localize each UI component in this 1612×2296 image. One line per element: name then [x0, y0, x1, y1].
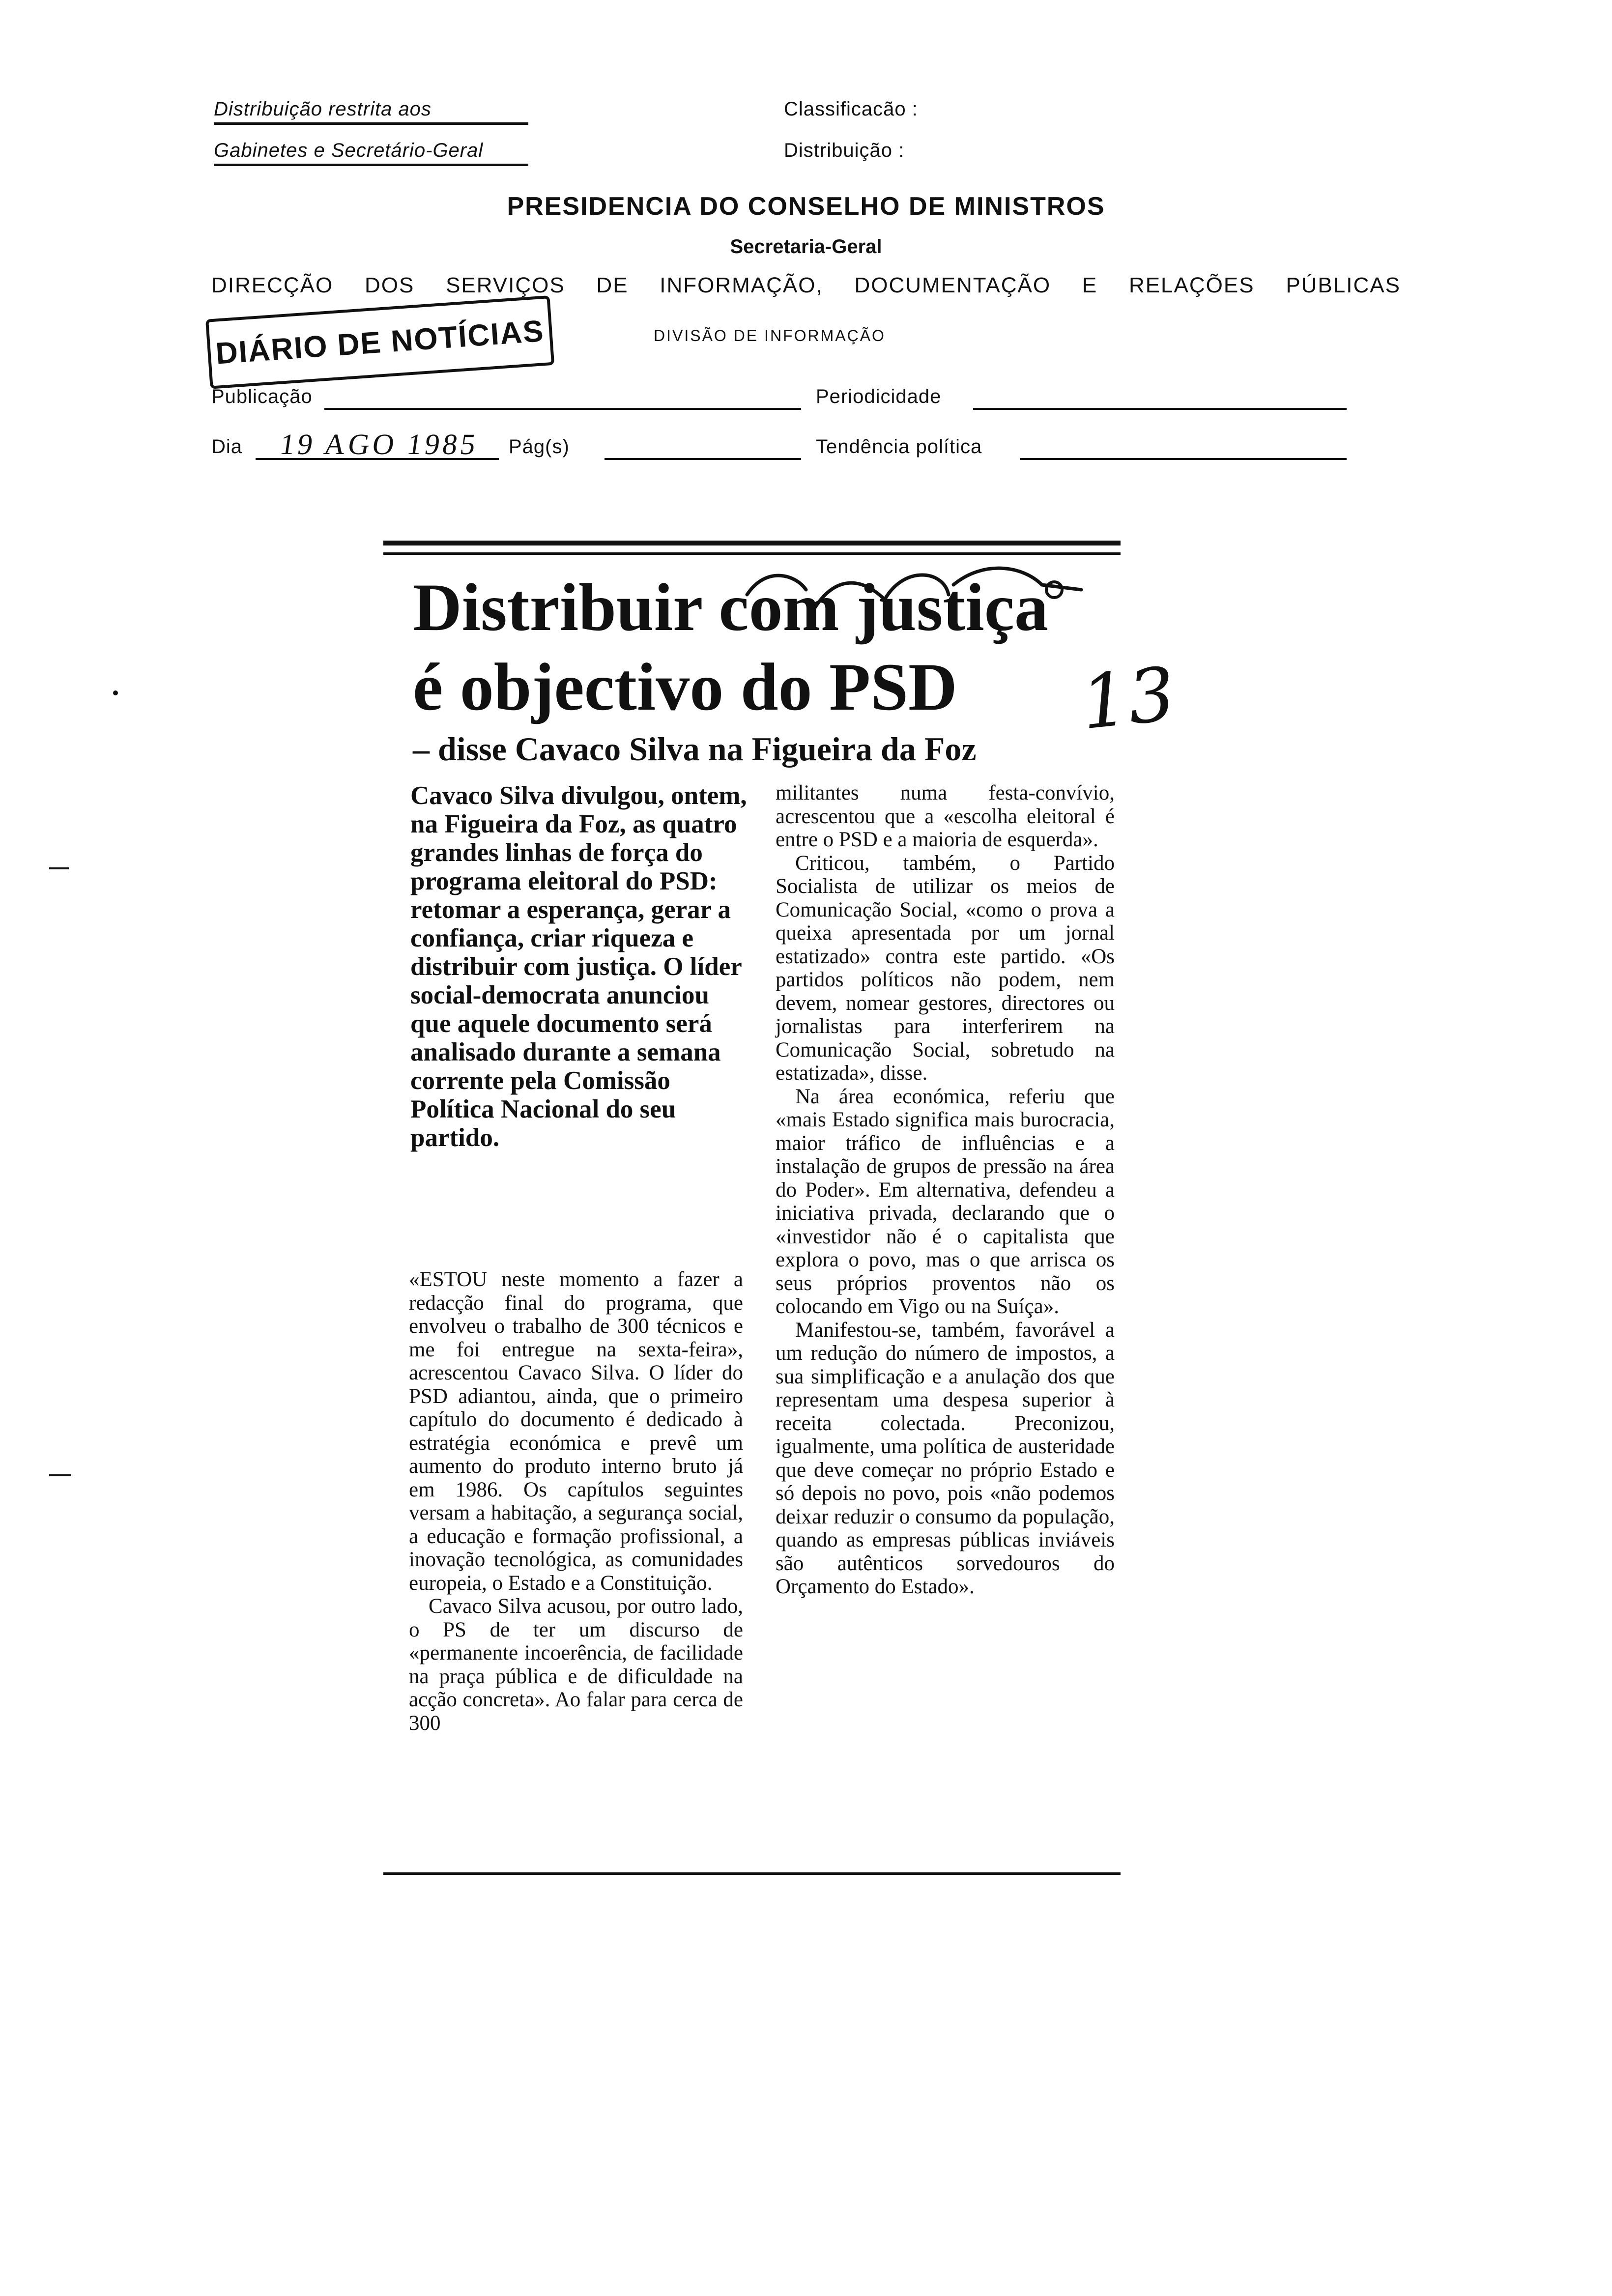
pags-line [604, 458, 801, 460]
pags-label: Pág(s) [509, 436, 570, 458]
headline-line-1: Distribuir com justiça [413, 570, 1049, 645]
article-top-rule-thin [383, 552, 1121, 555]
paragraph: Na área económica, referiu que «mais Estado significa mais burocracia, maior tráfico de influências e a instalação de grupos de pressão na área do Poder». Em alternativa, defendeu a iniciativa privada, declarando que o «investidor não é o capitalista que explora o povo, mas o que arrisca os seus próprios proventos não os colocando em Vigo ou na Suíça». [776, 1085, 1115, 1318]
paragraph: Cavaco Silva acusou, por outro lado, o PS de ter um discurso de «permanente incoerência, de facilidade na praça pública e de dificuldade na acção concreta». Ao falar para cerca de 300 [409, 1595, 743, 1735]
scan-mark [49, 867, 69, 869]
division-label: DIVISÃO DE INFORMAÇÃO [654, 327, 886, 344]
periodicidade-line [973, 408, 1347, 410]
direction-word: DE [596, 273, 629, 297]
distribuicao-label: Distribuição : [784, 140, 905, 161]
office-subtitle: Secretaria-Geral [730, 236, 882, 258]
publicacao-line [324, 408, 801, 410]
article-column-1 [409, 1268, 743, 1735]
scribble-mark [747, 568, 1081, 614]
direction-word: PÚBLICAS [1286, 273, 1401, 297]
article-top-rule-thick [383, 541, 1121, 545]
direction-word: RELAÇÕES [1128, 273, 1255, 297]
direction-word: SERVIÇOS [446, 273, 565, 297]
distribution-line-1: Distribuição restrita aos [214, 98, 528, 125]
publicacao-label: Publicação [211, 386, 313, 407]
office-title: PRESIDENCIA DO CONSELHO DE MINISTROS [507, 192, 1105, 221]
scan-mark [49, 1474, 71, 1476]
distribution-line-2: Gabinetes e Secretário-Geral [214, 140, 528, 166]
periodicidade-label: Periodicidade [816, 386, 942, 407]
dia-label: Dia [211, 436, 243, 458]
article-lead: Cavaco Silva divulgou, ontem, na Figueira da Foz, as quatro grandes linhas de força do programa eleitoral do PSD: retomar a esperança, gerar a confiança, criar riqueza e distribuir com justiça. O líder social-democrata anunciou que aquele documento será analisado durante a semana corrente pela Comissão Política Nacional do seu partido. [410, 781, 747, 1152]
publication-stamp: DIÁRIO DE NOTÍCIAS [205, 295, 554, 389]
direction-word: DOCUMENTAÇÃO [854, 273, 1051, 297]
article-bottom-rule [383, 1872, 1121, 1875]
tendencia-line [1020, 458, 1347, 460]
paragraph: «ESTOU neste momento a fazer a redacção final do programa, que envolveu o trabalho de 300 técnicos e me foi entregue na sexta-feira», acrescentou Cavaco Silva. O líder do PSD adiantou, ainda, que o primeiro capítulo do documento é dedicado à estratégia económica e prevê um aumento do produto interno bruto já em 1986. Os capítulos seguintes versam a habitação, a segurança social, a educação e formação profissional, a inovação tecnológica, as comunidades europeia, o Estado e a Constituição. [409, 1268, 743, 1595]
subheadline: – disse Cavaco Silva na Figueira da Foz [413, 730, 977, 768]
direction-word: E [1082, 273, 1098, 297]
article-column-2 [776, 781, 1115, 1599]
scan-dot [113, 690, 118, 695]
scribble-dot [1046, 582, 1062, 598]
direction-word: DOS [364, 273, 415, 297]
direction-word: DIRECÇÃO [211, 273, 334, 297]
handwritten-number: 13 [1077, 651, 1180, 746]
paragraph: militantes numa festa-convívio, acrescentou que a «escolha eleitoral é entre o PSD e a maioria de esquerda». [776, 781, 1115, 851]
direction-word: INFORMAÇÃO, [660, 273, 823, 297]
direction-line [211, 273, 1401, 298]
paragraph: Manifestou-se, também, favorável a um redução do número de impostos, a sua simplificação e a anulação dos que representam uma despesa superior à receita colectada. Preconizou, igualmente, uma política de austeridade que deve começar no próprio Estado e só depois no povo, pois «não podemos deixar reduzir o consumo da população, quando as empresas públicas inviáveis são autênticos sorvedouros do Orçamento do Estado». [776, 1318, 1115, 1598]
paragraph: Criticou, também, o Partido Socialista de utilizar os meios de Comunicação Social, «como o prova a queixa apresentada por um jornal estatizado» contra este partido. «Os partidos políticos não podem, nem devem, nomear gestores, directores ou jornalistas para interferirem na Comunicação Social, sobretudo na estatizada», disse. [776, 851, 1115, 1085]
headline-line-2: é objectivo do PSD [413, 649, 957, 724]
classificacao-label: Classificacão : [784, 98, 918, 120]
tendencia-label: Tendência política [816, 436, 982, 458]
date-stamp: 19 AGO 1985 [278, 428, 481, 460]
